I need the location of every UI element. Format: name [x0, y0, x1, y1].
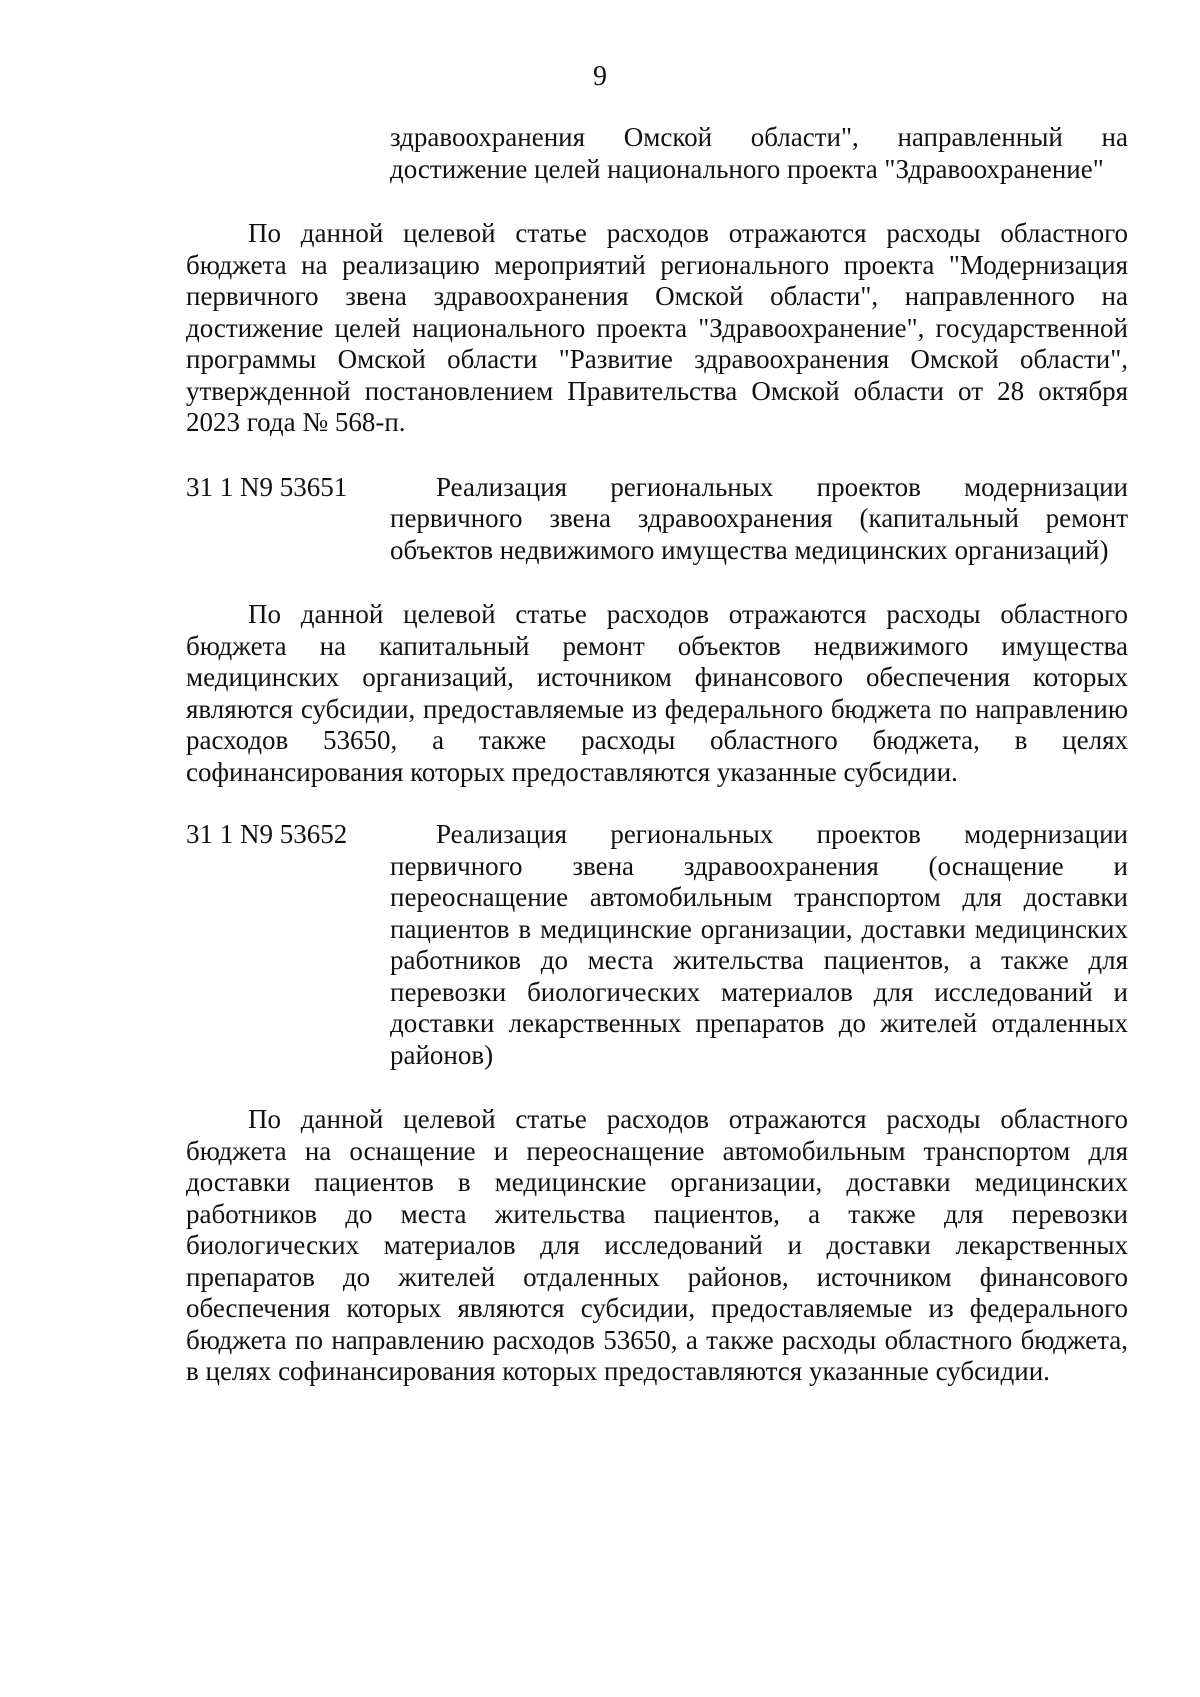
budget-item-53652	[186, 819, 1128, 1071]
page-number: 9	[593, 61, 607, 92]
paragraph-description-3: По данной целевой статье расходов отражаются расходы областного бюджета на оснащение и переоснащение автомобильным транспортом для доставки пациентов в медицинские организации, доставки медицинских работников до места жительства пациентов, а также для перевозки биологических материалов для исследований и доставки лекарственных препаратов до жителей отдаленных районов, источником финансового обеспечения которых являются субсидии, предоставляемые из федерального бюджета по направлению расходов 53650, а также расходы областного бюджета, в целях софинансирования которых предоставляются указанные субсидии.	[186, 1104, 1128, 1386]
budget-item-title: Реализация региональных проектов модернизации первичного звена здравоохранения (оснащение и переоснащение автомобильным транспортом для доставки пациентов в медицинские организации, доставки медицинских работников до места жительства пациентов, а также для перевозки биологических материалов для исследований и доставки лекарственных препаратов до жителей отдаленных районов)	[390, 819, 1128, 1070]
budget-item-code: 31 1 N9 53651	[186, 471, 348, 502]
budget-item-title: здравоохранения Омской области", направленный на достижение целей национального проекта "Здравоохранение"	[390, 122, 1128, 184]
budget-item-title: Реализация региональных проектов модернизации первичного звена здравоохранения (капитальный ремонт объектов недвижимого имущества медицинских организаций)	[390, 471, 1128, 565]
budget-item-continuation	[186, 122, 1128, 185]
paragraph-description-2: По данной целевой статье расходов отражаются расходы областного бюджета на капитальный ремонт объектов недвижимого имущества медицинских организаций, источником финансового обеспечения которых являются субсидии, предоставляемые из федерального бюджета по направлению расходов 53650, а также расходы областного бюджета, в целях софинансирования которых предоставляются указанные субсидии.	[186, 599, 1128, 787]
paragraph-description-1: По данной целевой статье расходов отражаются расходы областного бюджета на реализацию мероприятий регионального проекта "Модернизация первичного звена здравоохранения Омской области", направленного на достижение целей национального проекта "Здравоохранение", государственной программы Омской области "Развитие здравоохранения Омской области", утвержденной постановлением Правительства Омской области от 28 октября 2023 года № 568-п.	[186, 218, 1128, 437]
budget-item-53651	[186, 472, 1128, 567]
budget-item-code: 31 1 N9 53652	[186, 819, 348, 849]
document-body	[186, 122, 1128, 1388]
